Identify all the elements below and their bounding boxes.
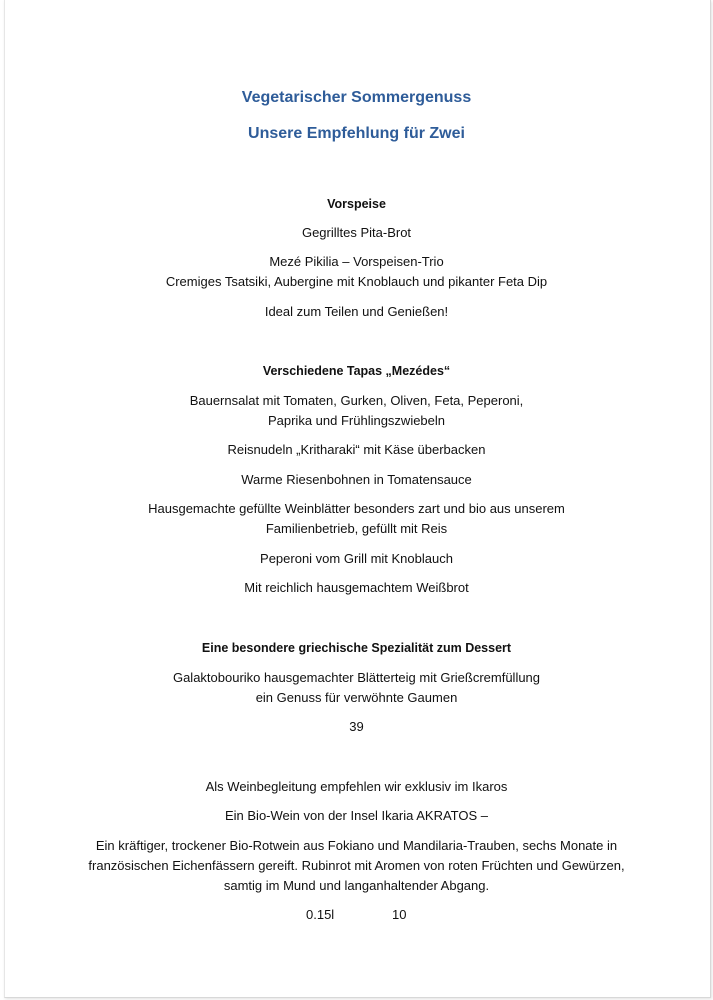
menu-price: 39 — [349, 719, 364, 734]
wine-description: französischen Eichenfässern gereift. Rubinrot mit Aromen von roten Früchten und Gewürzen, — [88, 858, 625, 873]
wine-price-row — [0, 905, 713, 925]
wine-volume: 0.15l — [306, 907, 335, 922]
wine-name: Ein Bio-Wein von der Insel Ikaria AKRATOS – — [224, 808, 488, 823]
menu-item: ein Genuss für verwöhnte Gaumen — [255, 690, 458, 705]
menu-item: Warme Riesenbohnen in Tomatensauce — [241, 472, 472, 487]
section-heading-vorspeise: Vorspeise — [327, 197, 386, 211]
menu-item-description: Cremiges Tsatsiki, Aubergine mit Knoblauch und pikanter Feta Dip — [165, 274, 548, 289]
wine-description: Ein kräftiger, trockener Bio-Rotwein aus Fokiano und Mandilaria-Trauben, sechs Monate in — [95, 838, 618, 853]
wine-description: samtig im Mund und langanhaltender Abgang. — [223, 878, 490, 893]
menu-item: Peperoni vom Grill mit Knoblauch — [260, 551, 453, 566]
wine-intro: Als Weinbegleitung empfehlen wir exklusiv im Ikaros — [205, 779, 508, 794]
menu-item-note: Ideal zum Teilen und Genießen! — [264, 304, 449, 319]
wine-price: 10 — [392, 907, 407, 922]
menu-subtitle: Unsere Empfehlung für Zwei — [248, 125, 465, 142]
menu-item: Gegrilltes Pita-Brot — [301, 225, 412, 240]
menu-item: Familienbetrieb, gefüllt mit Reis — [265, 521, 448, 536]
menu-item: Bauernsalat mit Tomaten, Gurken, Oliven, Feta, Peperoni, — [189, 393, 524, 408]
menu-title: Vegetarischer Sommergenuss — [241, 89, 472, 106]
menu-item: Hausgemachte gefüllte Weinblätter besonders zart und bio aus unserem — [148, 501, 565, 516]
menu-item: Paprika und Frühlingszwiebeln — [267, 413, 446, 428]
menu-item: Mezé Pikilia – Vorspeisen-Trio — [269, 254, 444, 269]
menu-item: Mit reichlich hausgemachtem Weißbrot — [244, 580, 469, 595]
menu-item: Galaktobouriko hausgemachter Blätterteig mit Grießcremfüllung — [172, 670, 541, 685]
section-heading-dessert: Eine besondere griechische Spezialität zum Dessert — [201, 641, 512, 655]
section-heading-tapas: Verschiedene Tapas „Mezédes“ — [262, 364, 451, 378]
menu-item: Reisnudeln „Kritharaki“ mit Käse überbacken — [227, 442, 486, 457]
